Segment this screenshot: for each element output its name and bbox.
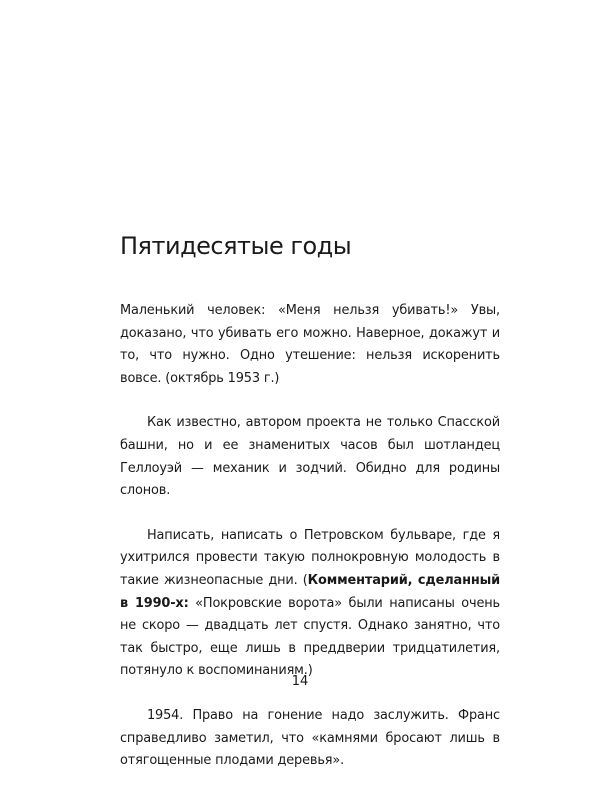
paragraph-2: Как известно, автором проекта не только Спасской башни, но и ее знаменитых часов был шотландец Геллоуэй — механик и зодчий. Обидно для родины слонов. [120,415,500,499]
body-text [120,300,500,795]
page-number: 14 [291,674,309,689]
paragraph-3-bold-comment: Комментарий, сделанный в 1990-х: [120,572,500,611]
paragraph-1: Маленький человек: «Меня нельзя убивать!» Увы, доказано, что убивать его можно. Наверное, докажут и то, что нужно. Одно утешение: нельзя искоренить вовсе. (октябрь 1953 г.) [120,303,500,386]
paragraph-3-text-after: «Покровские ворота» были написаны очень не скоро — двадцать лет спустя. Однако занятно, что так быстро, еще лишь в преддверии тридцатилетия, потянуло к воспоминаниям.) [120,595,500,679]
paragraph-3-text-before: Написать, написать о Петровском бульваре, где я ухитрился провести такую полнокровную молодость в такие жизнеопасные дни. ( [120,527,500,588]
chapter-title: Пятидесятые годы [120,232,352,260]
paragraph-3 [120,525,500,683]
paragraph-4: 1954. Право на гонение надо заслужить. Франс справедливо заметил, что «камнями бросают лишь в отягощенные плодами деревья». [120,707,500,769]
